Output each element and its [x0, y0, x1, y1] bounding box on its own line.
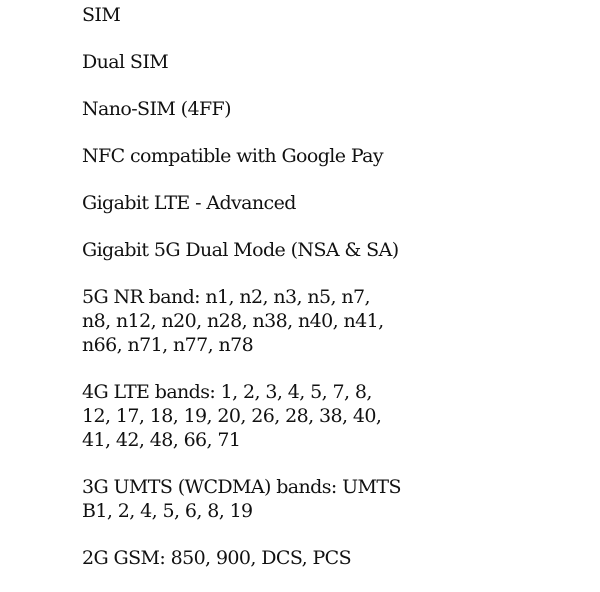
spec-nfc: NFC compatible with Google Pay	[82, 145, 384, 167]
spec-dual-sim: Dual SIM	[82, 51, 169, 73]
spec-lte-advanced: Gigabit LTE - Advanced	[82, 192, 296, 214]
spec-4g-lte-bands: 4G LTE bands: 1, 2, 3, 4, 5, 7, 8, 12, 17, 18, 19, 20, 26, 28, 38, 40, 41, 42, 48, 66, 71	[82, 381, 382, 451]
spec-list	[82, 3, 402, 570]
spec-nano-sim: Nano-SIM (4FF)	[82, 98, 231, 120]
spec-3g-umts-bands: 3G UMTS (WCDMA) bands: UMTS B1, 2, 4, 5, 6, 8, 19	[82, 476, 401, 522]
spec-5g-dual-mode: Gigabit 5G Dual Mode (NSA & SA)	[82, 239, 399, 261]
spec-5g-nr-bands: 5G NR band: n1, n2, n3, n5, n7, n8, n12, n20, n28, n38, n40, n41, n66, n71, n77, n78	[82, 286, 384, 356]
spec-2g-gsm: 2G GSM: 850, 900, DCS, PCS	[82, 547, 352, 569]
spec-sim: SIM	[82, 4, 121, 26]
